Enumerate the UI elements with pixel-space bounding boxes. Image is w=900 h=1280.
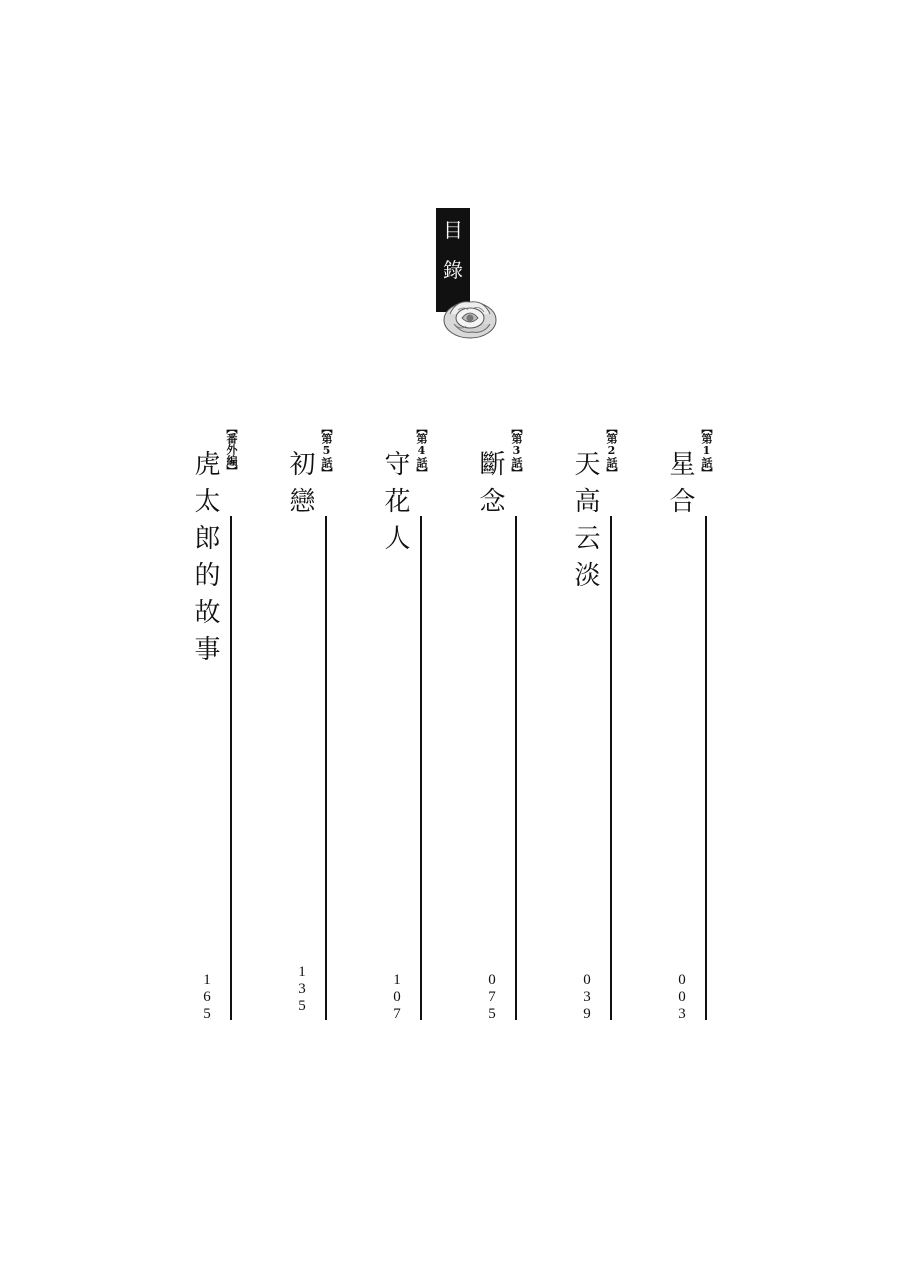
page-number: 075 [484, 972, 500, 1023]
toc-entry-1[interactable] [665, 423, 714, 1023]
toc-title-char: 錄 [443, 258, 463, 282]
divider-line [230, 516, 232, 1020]
page-number: 165 [199, 972, 215, 1023]
page-number: 107 [389, 972, 405, 1023]
chapter-label: 【 第2話 】 [604, 423, 618, 478]
chapter-title: 守花人 [380, 450, 410, 561]
divider-line [610, 516, 612, 1020]
toc-entry-5[interactable] [286, 424, 334, 1020]
flower-ornament-icon [442, 294, 498, 342]
divider-line [420, 516, 422, 1020]
chapter-title: 天高云淡 [570, 450, 600, 598]
chapter-title: 虎太郎的故事 [190, 450, 220, 672]
divider-line [705, 516, 707, 1020]
divider-line [515, 516, 517, 1020]
toc-title-char: 目 [443, 218, 463, 242]
page-number: 003 [674, 972, 690, 1023]
chapter-title: 初戀 [285, 450, 315, 524]
toc-entry-2[interactable] [570, 423, 619, 1023]
page-number: 135 [294, 964, 310, 1015]
chapter-title: 星合 [665, 450, 695, 524]
divider-line [325, 516, 327, 1020]
chapter-label: 【 第4話 】 [414, 423, 428, 478]
page-number: 039 [579, 972, 595, 1023]
chapter-title: 斷念 [475, 450, 505, 524]
toc-entry-4[interactable] [380, 423, 429, 1023]
toc-entry-extra[interactable] [190, 423, 239, 1023]
chapter-label: 【 第1話 】 [699, 423, 713, 478]
toc-entry-3[interactable] [475, 423, 524, 1023]
chapter-label: 【 番外編 】 [224, 423, 238, 476]
chapter-label: 【 第5話 】 [319, 423, 333, 478]
chapter-label: 【 第3話 】 [509, 423, 523, 478]
